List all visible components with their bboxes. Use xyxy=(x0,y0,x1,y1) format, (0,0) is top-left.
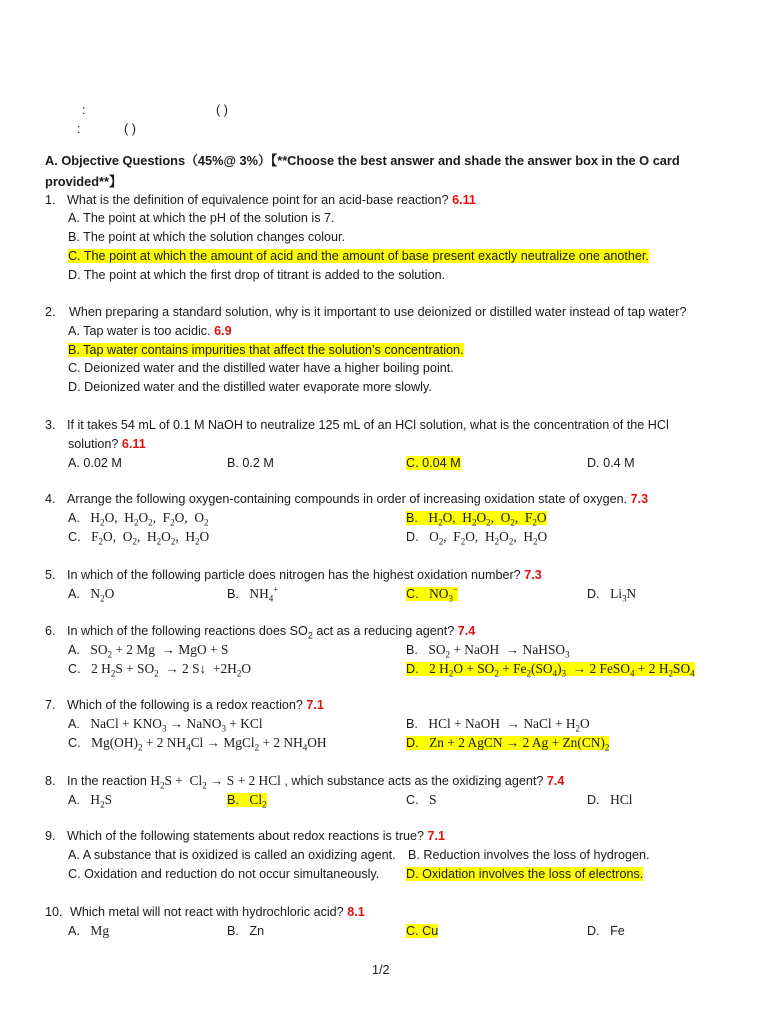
question-9 xyxy=(45,828,445,844)
q3-option-c xyxy=(406,455,461,471)
q10-option-d xyxy=(587,923,625,939)
question-text: In which of the following particle does nitrogen has the highest oxidation number? xyxy=(67,568,521,582)
question-number: 6. xyxy=(45,624,56,638)
section-title-cont: provided**】 xyxy=(45,174,122,189)
answer-highlight: B. $Cl_2$ xyxy=(227,792,267,810)
question-1 xyxy=(45,192,476,208)
q4-option-c: C. $F_2O$, $O_2$, $H_2O_2$, $H_2O$ xyxy=(68,529,210,547)
question-8: 8. In the reaction $H_2S + Cl_2 \to S + 2$ HCl , which substance acts as the oxidizing agent? 7.4 xyxy=(45,773,565,791)
q1-option-a: A. The point at which the pH of the solution is 7. xyxy=(68,211,335,225)
q9-option-b: B. Reduction involves the loss of hydrogen. xyxy=(408,848,650,862)
question-text: When preparing a standard solution, why is it important to use deionized or distilled water instead of tap water? xyxy=(69,305,687,319)
option-label: B. xyxy=(227,924,239,938)
reference-tag: 7.1 xyxy=(306,698,324,712)
option-text: A. Tap water is too acidic. xyxy=(68,324,211,338)
q3-option-d: D. 0.4 M xyxy=(587,456,635,470)
q5-option-b: B. $NH_4^+$ xyxy=(227,584,279,604)
q7-option-b: B. HCl + NaOH → NaCl + $H_2O$ xyxy=(406,716,590,734)
option-text: Fe xyxy=(610,924,625,938)
question-text: In the reaction xyxy=(67,774,151,788)
q3-option-a: A. 0.02 M xyxy=(68,456,122,470)
option-label: D. xyxy=(587,924,600,938)
q5-option-d: D. $Li_3N$ xyxy=(587,586,637,604)
question-number: 3. xyxy=(45,418,56,432)
question-5 xyxy=(45,567,542,583)
q6-option-c: C. 2 $H_2S + SO_2 \to 2$ S↓ $+2H_2O$ xyxy=(68,661,252,679)
page-number: 1/2 xyxy=(372,963,390,977)
question-number: 10. xyxy=(45,905,63,919)
question-text: Which metal will not react with hydrochloric acid? xyxy=(70,905,344,919)
answer-highlight: B. Tap water contains impurities that affect the solution’s concentration. xyxy=(68,343,464,357)
section-title: A. Objective Questions（45%@ 3%）【**Choose the best answer and shade the answer box in the O card xyxy=(45,153,680,168)
q3-option-b: B. 0.2 M xyxy=(227,456,274,470)
q10-option-a xyxy=(68,923,109,939)
q5-option-c xyxy=(406,586,458,602)
question-number: 5. xyxy=(45,568,56,582)
question-text: What is the definition of equivalence point for an acid-base reaction? xyxy=(67,193,449,207)
answer-highlight: C. $NO_3^-$ xyxy=(406,584,459,604)
question-6: 6. In which of the following reactions does $SO_2$ act as a reducing agent? 7.4 xyxy=(45,624,476,641)
q1-option-b: B. The point at which the solution changes colour. xyxy=(68,230,346,244)
q1-option-c xyxy=(68,248,649,264)
q1-option-d: D. The point at which the first drop of titrant is added to the solution. xyxy=(68,268,446,282)
header-label-2: : xyxy=(77,122,81,136)
question-4 xyxy=(45,491,648,507)
question-text: In which of the following reactions does SO xyxy=(67,624,308,638)
q7-option-c: C. $Mg(OH)_2 + 2$ $NH_4Cl$ → MgCl$_2$ + 2 $NH_4OH$ xyxy=(68,735,327,753)
question-text: Which of the following statements about redox reactions is true? xyxy=(67,829,425,843)
q8-option-c: C. S xyxy=(406,792,437,807)
q9-option-d xyxy=(406,866,643,882)
q6-option-a: A. $SO_2 + 2$ Mg → MgO + S xyxy=(68,642,229,660)
question-text: Arrange the following oxygen-containing compounds in order of increasing oxidation state of oxygen. xyxy=(67,492,628,506)
reference-tag: 6.11 xyxy=(121,437,146,451)
q7-option-a: A. NaCl + $KNO_3$ → NaNO$_3$ + KCl xyxy=(68,716,263,734)
reference-tag: 7.3 xyxy=(524,568,542,582)
question-text: act as a reducing agent? xyxy=(312,624,455,638)
question-number: 7. xyxy=(45,698,56,712)
question-number: 2. xyxy=(45,305,56,319)
answer-highlight: C. The point at which the amount of acid and the amount of base present exactly neutralize one another. xyxy=(68,249,649,263)
q10-option-c xyxy=(406,923,438,939)
option-text: Mg xyxy=(90,923,110,938)
reference-tag: 7.3 xyxy=(630,492,649,506)
question-3-cont xyxy=(68,436,146,452)
reference-tag: 8.1 xyxy=(347,905,365,919)
q4-option-d: D. $O_2$, $F_2O$, $H_2O_2$, $H_2O$ xyxy=(406,529,548,547)
header-label-1: : xyxy=(82,103,86,117)
q2-option-a xyxy=(68,323,232,339)
answer-highlight: B. $H_2O$, $H_2O_2$, $O_2$, $F_2O$ xyxy=(406,510,547,528)
q2-option-b xyxy=(68,342,464,358)
q10-option-b xyxy=(227,923,264,939)
q4-option-b xyxy=(406,510,547,526)
answer-highlight: C. 0.04 M xyxy=(406,456,461,470)
q9-option-a: A. A substance that is oxidized is called an oxidizing agent. xyxy=(68,848,396,862)
answer-highlight: D. Zn + 2 AgCN → 2 $Ag + Zn(CN)_2$ xyxy=(406,735,610,753)
answer-highlight: C. Cu xyxy=(406,924,439,938)
q5-option-a: A. $N_2O$ xyxy=(68,586,115,604)
answer-highlight: D. Oxidation involves the loss of electrons. xyxy=(406,867,644,881)
reference-tag: 6.11 xyxy=(452,193,476,207)
q6-option-d xyxy=(406,661,695,677)
question-number: 9. xyxy=(45,829,56,843)
question-number: 8. xyxy=(45,774,56,788)
q7-option-d xyxy=(406,735,609,751)
q9-option-c: C. Oxidation and reduction do not occur simultaneously. xyxy=(68,867,380,881)
question-text: Which of the following is a redox reaction? xyxy=(67,698,303,712)
question-2 xyxy=(45,304,686,320)
reference-tag: 7.4 xyxy=(457,624,476,638)
reference-tag: 7.4 xyxy=(546,774,565,788)
question-text: If it takes 54 mL of 0.1 M NaOH to neutralize 125 mL of an HCl solution, what is the concentration of the HCl xyxy=(67,418,669,432)
header-paren-1: ( ) xyxy=(216,103,228,117)
question-number: 1. xyxy=(45,193,56,207)
option-text: Zn xyxy=(249,924,265,938)
header-paren-2: ( ) xyxy=(124,122,136,136)
q2-option-d: D. Deionized water and the distilled water evaporate more slowly. xyxy=(68,380,432,394)
option-label: A. xyxy=(68,924,80,938)
question-10 xyxy=(45,904,365,920)
q6-option-b: B. $SO_2$ + NaOH → NaHSO$_3$ xyxy=(406,642,570,660)
q4-option-a: A. $H_2O$, $H_2O_2$, $F_2O$, $O_2$ xyxy=(68,510,209,528)
question-3 xyxy=(45,417,669,433)
question-7 xyxy=(45,697,324,713)
question-number: 4. xyxy=(45,492,56,506)
q8-option-a: A. $H_2S$ xyxy=(68,792,113,810)
question-text: solution? xyxy=(68,437,119,451)
reference-tag: 7.1 xyxy=(427,829,446,843)
q8-option-b xyxy=(227,792,267,808)
question-text: , which substance acts as the oxidizing agent? xyxy=(280,774,544,788)
q8-option-d: D. HCl xyxy=(587,792,633,807)
q2-option-c: C. Deionized water and the distilled water have a higher boiling point. xyxy=(68,361,454,375)
answer-highlight: D. 2 $H_2O + SO_2 + Fe_2(SO_4)_3 \to 2$ FeSO$_4$ + 2 $H_2SO_4$ xyxy=(406,661,695,679)
reference-tag: 6.9 xyxy=(214,324,232,338)
